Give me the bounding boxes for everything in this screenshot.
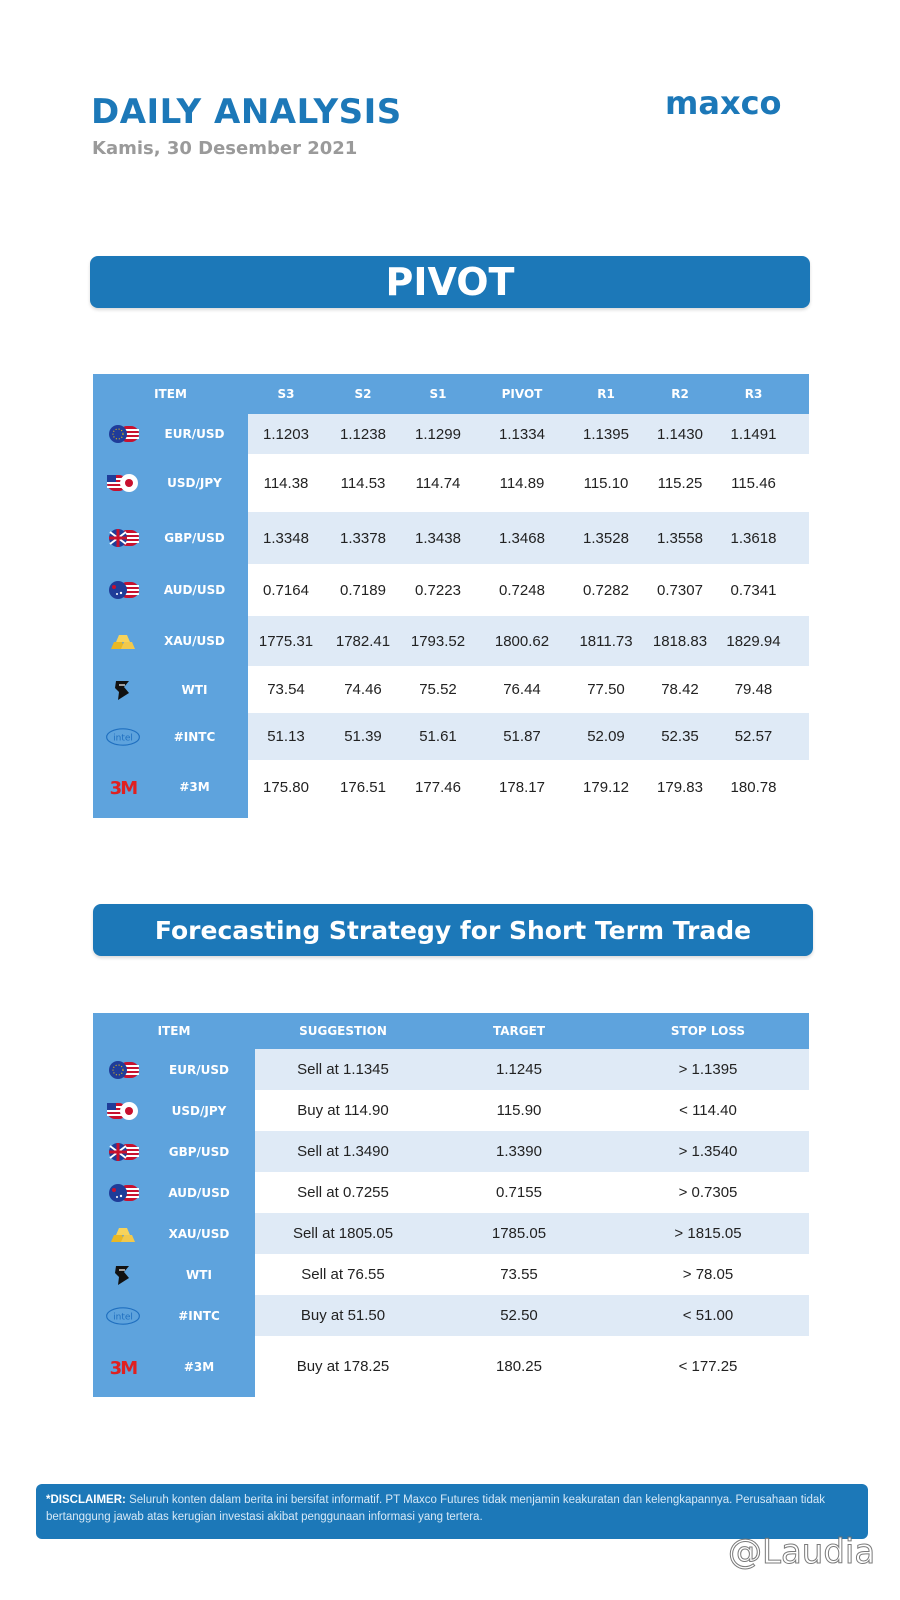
header-cell: S3 <box>277 387 295 401</box>
header-cell: S2 <box>354 387 372 401</box>
us-jp-flag-icon <box>105 471 141 495</box>
pivot-table <box>93 374 809 818</box>
oil-barrel-icon <box>105 678 141 702</box>
value-cell: 73.55 <box>500 1266 538 1283</box>
oil-barrel-icon <box>105 1263 141 1287</box>
item-name: XAU/USD <box>164 634 225 648</box>
header-cell: STOP LOSS <box>670 1024 746 1038</box>
table-row <box>255 1336 809 1397</box>
value-cell: 1.1491 <box>730 425 777 443</box>
uk-us-flag-icon <box>105 1140 141 1164</box>
value-cell: > 0.7305 <box>678 1184 738 1201</box>
value-cell: Sell at 1805.05 <box>292 1225 394 1242</box>
au-us-flag-icon <box>105 578 141 602</box>
value-cell: 115.90 <box>496 1102 542 1119</box>
disclaimer-text: Seluruh konten dalam berita ini bersifat informatif. PT Maxco Futures tidak menjamin keakuratan dan kelengkapannya. Perusahaan tidak bertanggung jawab atas kerugian investasi akibat penggunaan informasi yang tertera. <box>46 1494 826 1523</box>
value-cell: 114.53 <box>340 474 386 492</box>
value-cell: > 78.05 <box>682 1266 734 1283</box>
value-cell: 180.25 <box>496 1358 542 1375</box>
svg-text:3M: 3M <box>109 778 137 799</box>
value-cell: 115.46 <box>731 474 776 492</box>
us-jp-flag-icon <box>105 1099 141 1123</box>
value-cell: 1.3438 <box>415 529 461 547</box>
table-row <box>248 564 809 616</box>
item-name: #3M <box>179 780 210 794</box>
value-cell: 52.35 <box>661 728 699 745</box>
value-cell: 1.3558 <box>657 529 703 547</box>
header-cell: R1 <box>597 387 615 401</box>
item-cell <box>93 1254 255 1295</box>
value-cell: > 1815.05 <box>674 1225 742 1242</box>
value-cell: 0.7223 <box>415 581 461 599</box>
value-cell: 1800.62 <box>494 632 550 650</box>
item-name: WTI <box>181 682 208 697</box>
value-cell: 1785.05 <box>491 1225 547 1242</box>
value-cell: Sell at 76.55 <box>301 1266 385 1283</box>
disclaimer <box>36 1484 868 1539</box>
value-cell: 74.46 <box>344 681 382 698</box>
value-cell: 52.50 <box>500 1307 538 1324</box>
header-cell: ITEM <box>154 387 187 401</box>
item-name: GBP/USD <box>164 531 225 545</box>
item-name: USD/JPY <box>171 1103 227 1118</box>
value-cell: 176.51 <box>340 778 386 796</box>
maxco-logo <box>665 84 805 124</box>
table-header <box>93 374 809 414</box>
value-cell: 0.7341 <box>730 581 777 599</box>
value-cell: Sell at 1.3490 <box>297 1143 389 1160</box>
disclaimer-label: *DISCLAIMER: <box>46 1494 126 1506</box>
value-cell: 1782.41 <box>335 632 391 650</box>
table-row <box>248 512 809 564</box>
value-cell: > 1.3540 <box>678 1143 738 1160</box>
logo-text: maxco <box>665 84 782 122</box>
forecast-table <box>93 1013 809 1397</box>
value-cell: 52.09 <box>587 728 625 745</box>
value-cell: Buy at 178.25 <box>296 1358 390 1375</box>
value-cell: 79.48 <box>734 681 773 698</box>
value-cell: > 1.1395 <box>678 1061 738 1078</box>
item-cell <box>93 666 248 713</box>
report-date: Kamis, 30 Desember 2021 <box>92 138 358 159</box>
table-row <box>248 760 809 814</box>
value-cell: 1.3348 <box>263 529 309 547</box>
value-cell: 1.1238 <box>340 425 386 443</box>
au-us-flag-icon <box>105 1181 141 1205</box>
table-row <box>255 1090 809 1131</box>
item-name: AUD/USD <box>168 1185 230 1200</box>
3m-logo-icon <box>105 1355 141 1379</box>
gold-bars-icon <box>105 629 141 653</box>
value-cell: 1.3378 <box>340 529 386 547</box>
value-cell: 179.12 <box>583 778 629 796</box>
item-cell <box>93 1336 255 1397</box>
value-cell: 78.42 <box>661 681 699 698</box>
svg-text:3M: 3M <box>109 1357 137 1379</box>
value-cell: 1818.83 <box>652 632 708 650</box>
item-name: USD/JPY <box>167 476 222 490</box>
value-cell: 1793.52 <box>410 632 466 650</box>
header-cell: PIVOT <box>501 387 543 401</box>
value-cell: 1775.31 <box>258 632 314 650</box>
item-cell <box>93 1295 255 1336</box>
value-cell: 0.7189 <box>340 581 386 599</box>
svg-text:intel: intel <box>113 1311 133 1322</box>
value-cell: 52.57 <box>734 728 773 745</box>
uk-us-flag-icon <box>105 526 141 550</box>
value-cell: 73.54 <box>267 681 305 698</box>
table-row <box>255 1049 809 1090</box>
item-cell <box>93 564 248 616</box>
header-cell: ITEM <box>157 1024 191 1038</box>
table-row <box>248 414 809 454</box>
item-cell <box>93 713 248 760</box>
value-cell: 114.74 <box>415 474 461 492</box>
value-cell: 1811.73 <box>579 632 633 650</box>
table-row <box>255 1213 809 1254</box>
header-cell: S1 <box>429 387 447 401</box>
value-cell: 115.25 <box>657 474 703 492</box>
pivot-banner: PIVOT <box>90 256 810 308</box>
header-cell: SUGGESTION <box>299 1024 387 1038</box>
value-cell: 1.1430 <box>657 425 703 443</box>
item-name: EUR/USD <box>169 1062 229 1077</box>
value-cell: 0.7282 <box>583 581 629 599</box>
value-cell: 114.89 <box>499 474 545 492</box>
table-row <box>255 1131 809 1172</box>
eu-us-flag-icon <box>105 1058 141 1082</box>
watermark: @Laudia <box>728 1532 876 1572</box>
table-row <box>248 454 809 512</box>
intel-logo-icon <box>105 725 141 749</box>
header-cell: TARGET <box>492 1024 545 1038</box>
table-row <box>255 1172 809 1213</box>
value-cell: Buy at 114.90 <box>297 1102 389 1119</box>
item-name: GBP/USD <box>168 1144 230 1159</box>
table-header <box>93 1013 809 1049</box>
value-cell: 1.1299 <box>415 425 461 443</box>
value-cell: Buy at 51.50 <box>300 1307 386 1324</box>
item-name: XAU/USD <box>168 1226 230 1241</box>
value-cell: 175.80 <box>263 778 309 796</box>
3m-logo-icon <box>105 775 141 799</box>
forecast-banner: Forecasting Strategy for Short Term Trade <box>93 904 813 956</box>
value-cell: 1.3618 <box>730 529 777 547</box>
value-cell: < 114.40 <box>679 1102 737 1119</box>
item-cell <box>93 1213 255 1254</box>
value-cell: 51.87 <box>503 728 541 745</box>
table-row <box>255 1254 809 1295</box>
value-cell: 1.1203 <box>263 425 309 443</box>
item-name: #3M <box>183 1359 215 1374</box>
table-row <box>255 1295 809 1336</box>
item-cell <box>93 1049 255 1090</box>
value-cell: 1.3468 <box>499 529 545 547</box>
item-cell <box>93 414 248 454</box>
value-cell: 51.39 <box>344 728 382 745</box>
header-cell: R3 <box>744 387 763 401</box>
item-cell <box>93 512 248 564</box>
item-cell <box>93 1090 255 1131</box>
value-cell: Sell at 1.1345 <box>297 1061 389 1078</box>
value-cell: 1.1245 <box>496 1061 542 1078</box>
item-name: #INTC <box>173 729 216 744</box>
value-cell: 51.13 <box>267 728 305 745</box>
eu-us-flag-icon <box>105 422 141 446</box>
header-cell: R2 <box>671 387 689 401</box>
value-cell: 1829.94 <box>726 632 781 650</box>
item-name: AUD/USD <box>163 583 226 597</box>
item-name: WTI <box>186 1267 212 1282</box>
value-cell: < 51.00 <box>682 1307 734 1324</box>
value-cell: 0.7307 <box>657 581 703 599</box>
item-cell <box>93 616 248 666</box>
value-cell: 1.3390 <box>496 1143 542 1160</box>
svg-text:intel: intel <box>113 732 133 743</box>
table-row <box>248 616 809 666</box>
value-cell: 177.46 <box>415 778 461 796</box>
value-cell: 180.78 <box>730 778 777 796</box>
item-name: EUR/USD <box>164 427 225 441</box>
value-cell: 115.10 <box>583 474 629 492</box>
item-cell <box>93 760 248 814</box>
table-row <box>248 666 809 713</box>
page-title: DAILY ANALYSIS <box>91 92 402 132</box>
value-cell: < 177.25 <box>678 1358 738 1375</box>
table-row <box>248 713 809 760</box>
item-name: #INTC <box>178 1308 220 1323</box>
gold-bars-icon <box>105 1222 141 1246</box>
value-cell: 51.61 <box>419 728 457 745</box>
value-cell: 1.3528 <box>583 529 629 547</box>
value-cell: 0.7164 <box>263 581 309 599</box>
value-cell: 178.17 <box>499 778 545 796</box>
intel-logo-icon <box>105 1304 141 1328</box>
value-cell: 75.52 <box>419 681 457 698</box>
value-cell: 1.1395 <box>583 425 629 443</box>
value-cell: 179.83 <box>657 778 703 796</box>
value-cell: Sell at 0.7255 <box>297 1184 389 1201</box>
item-cell <box>93 454 248 512</box>
item-cell <box>93 1131 255 1172</box>
value-cell: 76.44 <box>503 681 541 698</box>
value-cell: 77.50 <box>587 681 625 698</box>
value-cell: 1.1334 <box>499 425 545 443</box>
value-cell: 0.7155 <box>496 1184 542 1201</box>
value-cell: 114.38 <box>263 474 309 492</box>
value-cell: 0.7248 <box>499 581 545 599</box>
item-cell <box>93 1172 255 1213</box>
